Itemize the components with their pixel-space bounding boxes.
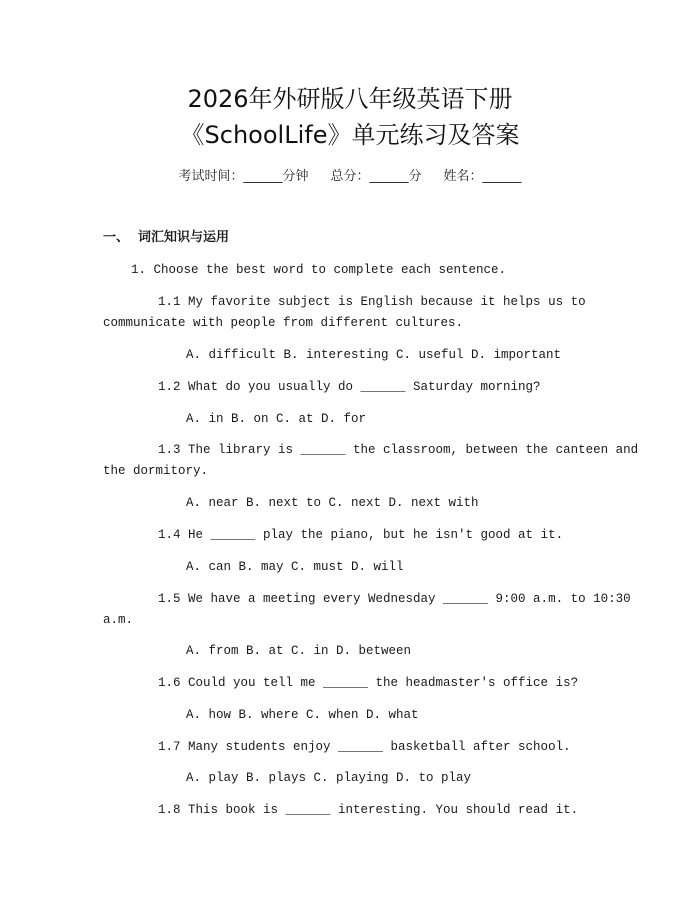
answer-options: A. near B. next to C. next D. next with: [186, 496, 479, 510]
question-text: 1.7 Many students enjoy ______ basketball after school.: [158, 740, 571, 754]
name-field: 姓名：______: [443, 169, 522, 184]
question-text: 1.6 Could you tell me ______ the headmaster's office is?: [158, 676, 579, 690]
page-title-line2: 《SchoolLife》单元练习及答案: [180, 121, 520, 149]
section-heading: [103, 229, 229, 247]
question-text: 1.2 What do you usually do ______ Saturday morning?: [158, 380, 541, 394]
section-number: 一、: [103, 230, 130, 245]
page-title-line1: 2026年外研版八年级英语下册: [187, 85, 513, 113]
question-text-continued: communicate with people from different cultures.: [103, 316, 464, 330]
question-text: 1.4 He ______ play the piano, but he isn't good at it.: [158, 528, 564, 542]
answer-options: A. from B. at C. in D. between: [186, 644, 412, 658]
question-text: 1.8 This book is ______ interesting. You should read it.: [158, 803, 579, 817]
question-text: 1.3 The library is ______ the classroom, between the canteen and: [158, 443, 639, 457]
question-text: 1.5 We have a meeting every Wednesday ______ 9:00 a.m. to 10:30: [158, 592, 631, 606]
exam-info: [0, 168, 700, 186]
section-title: 词汇知识与运用: [138, 230, 230, 245]
answer-options: A. difficult B. interesting C. useful D. important: [186, 348, 562, 362]
total-score-field: 总分：______分: [330, 169, 422, 184]
answer-options: A. how B. where C. when D. what: [186, 708, 419, 722]
answer-options: A. can B. may C. must D. will: [186, 560, 404, 574]
answer-options: A. in B. on C. at D. for: [186, 412, 367, 426]
exam-time-field: 考试时间：______分钟: [178, 169, 309, 184]
question-text-continued: the dormitory.: [103, 464, 209, 478]
answer-options: A. play B. plays C. playing D. to play: [186, 771, 472, 785]
question-text: 1.1 My favorite subject is English because it helps us to: [158, 295, 586, 309]
question-text-continued: a.m.: [103, 613, 134, 627]
instruction-line: 1. Choose the best word to complete each sentence.: [131, 263, 507, 277]
